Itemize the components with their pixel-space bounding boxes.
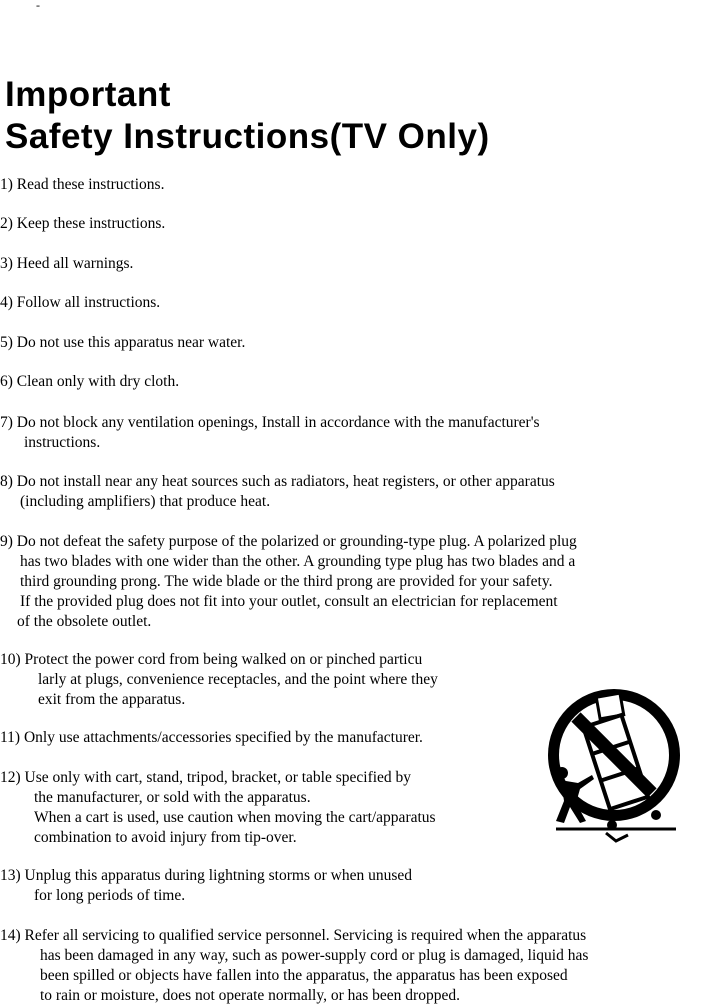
instruction-1 (0, 175, 164, 195)
instruction-line: exit from the apparatus. (38, 691, 186, 708)
instruction-line: 11) Only use attachments/accessories specified by the manufacturer. (0, 729, 423, 746)
instruction-line: 8) Do not install near any heat sources such as radiators, heat registers, or other apparatus (0, 473, 555, 490)
page-title (5, 74, 490, 158)
instruction-line: 3) Heed all warnings. (0, 255, 134, 272)
instruction-line: larly at plugs, convenience receptacles, and the point where they (38, 671, 438, 688)
instruction-line: for long periods of time. (34, 887, 186, 904)
instruction-line: If the provided plug does not fit into your outlet, consult an electrician for replacement (20, 593, 558, 610)
instruction-line: 13) Unplug this apparatus during lightning storms or when unused (0, 867, 412, 884)
instruction-line: When a cart is used, use caution when moving the cart/apparatus (34, 809, 436, 826)
instruction-line: 10) Protect the power cord from being walked on or pinched particu (0, 651, 423, 668)
instruction-line: 9) Do not defeat the safety purpose of the polarized or grounding-type plug. A polarized plug (0, 533, 577, 550)
instruction-line: third grounding prong. The wide blade or the third prong are provided for your safety. (20, 573, 553, 590)
instruction-9 (0, 532, 577, 632)
instruction-line: (including amplifiers) that produce heat. (20, 493, 271, 510)
instruction-7 (0, 413, 540, 453)
instruction-3 (0, 254, 133, 274)
instruction-line: 14) Refer all servicing to qualified service personnel. Servicing is required when the apparatus (0, 927, 587, 944)
instruction-line: to rain or moisture, does not operate normally, or has been dropped. (40, 987, 460, 1004)
instruction-line: 4) Follow all instructions. (0, 294, 161, 311)
instruction-line: has two blades with one wider than the other. A grounding type plug has two blades and a (20, 553, 576, 570)
instruction-line: of the obsolete outlet. (17, 613, 152, 630)
instruction-14 (0, 926, 588, 1006)
instruction-line: 2) Keep these instructions. (0, 215, 166, 232)
instruction-line: been spilled or objects have fallen into the apparatus, the apparatus has been exposed (40, 967, 568, 984)
instruction-11 (0, 728, 423, 748)
instruction-6 (0, 372, 179, 392)
instruction-2 (0, 214, 165, 234)
instruction-line: the manufacturer, or sold with the apparatus. (34, 789, 311, 806)
cart-tip-over-warning-icon (546, 683, 682, 843)
instruction-line: instructions. (24, 434, 101, 451)
instruction-line: 5) Do not use this apparatus near water. (0, 334, 246, 351)
instruction-12 (0, 768, 436, 848)
page-top-mark: - (36, 0, 40, 12)
instruction-line: 6) Clean only with dry cloth. (0, 373, 180, 390)
instruction-8 (0, 472, 555, 512)
instruction-line: 1) Read these instructions. (0, 176, 165, 193)
instruction-line: has been damaged in any way, such as power-supply cord or plug is damaged, liquid has (40, 947, 589, 964)
instruction-line: 7) Do not block any ventilation openings, Install in accordance with the manufacturer's (0, 414, 540, 431)
title-line-1: Important (5, 75, 171, 114)
instruction-4 (0, 293, 160, 313)
instruction-13 (0, 866, 412, 906)
title-line-2: Safety Instructions(TV Only) (5, 117, 490, 156)
instruction-5 (0, 333, 245, 353)
instruction-line: 12) Use only with cart, stand, tripod, bracket, or table specified by (0, 769, 412, 786)
instruction-10 (0, 650, 438, 710)
instruction-line: combination to avoid injury from tip-over. (34, 829, 297, 846)
